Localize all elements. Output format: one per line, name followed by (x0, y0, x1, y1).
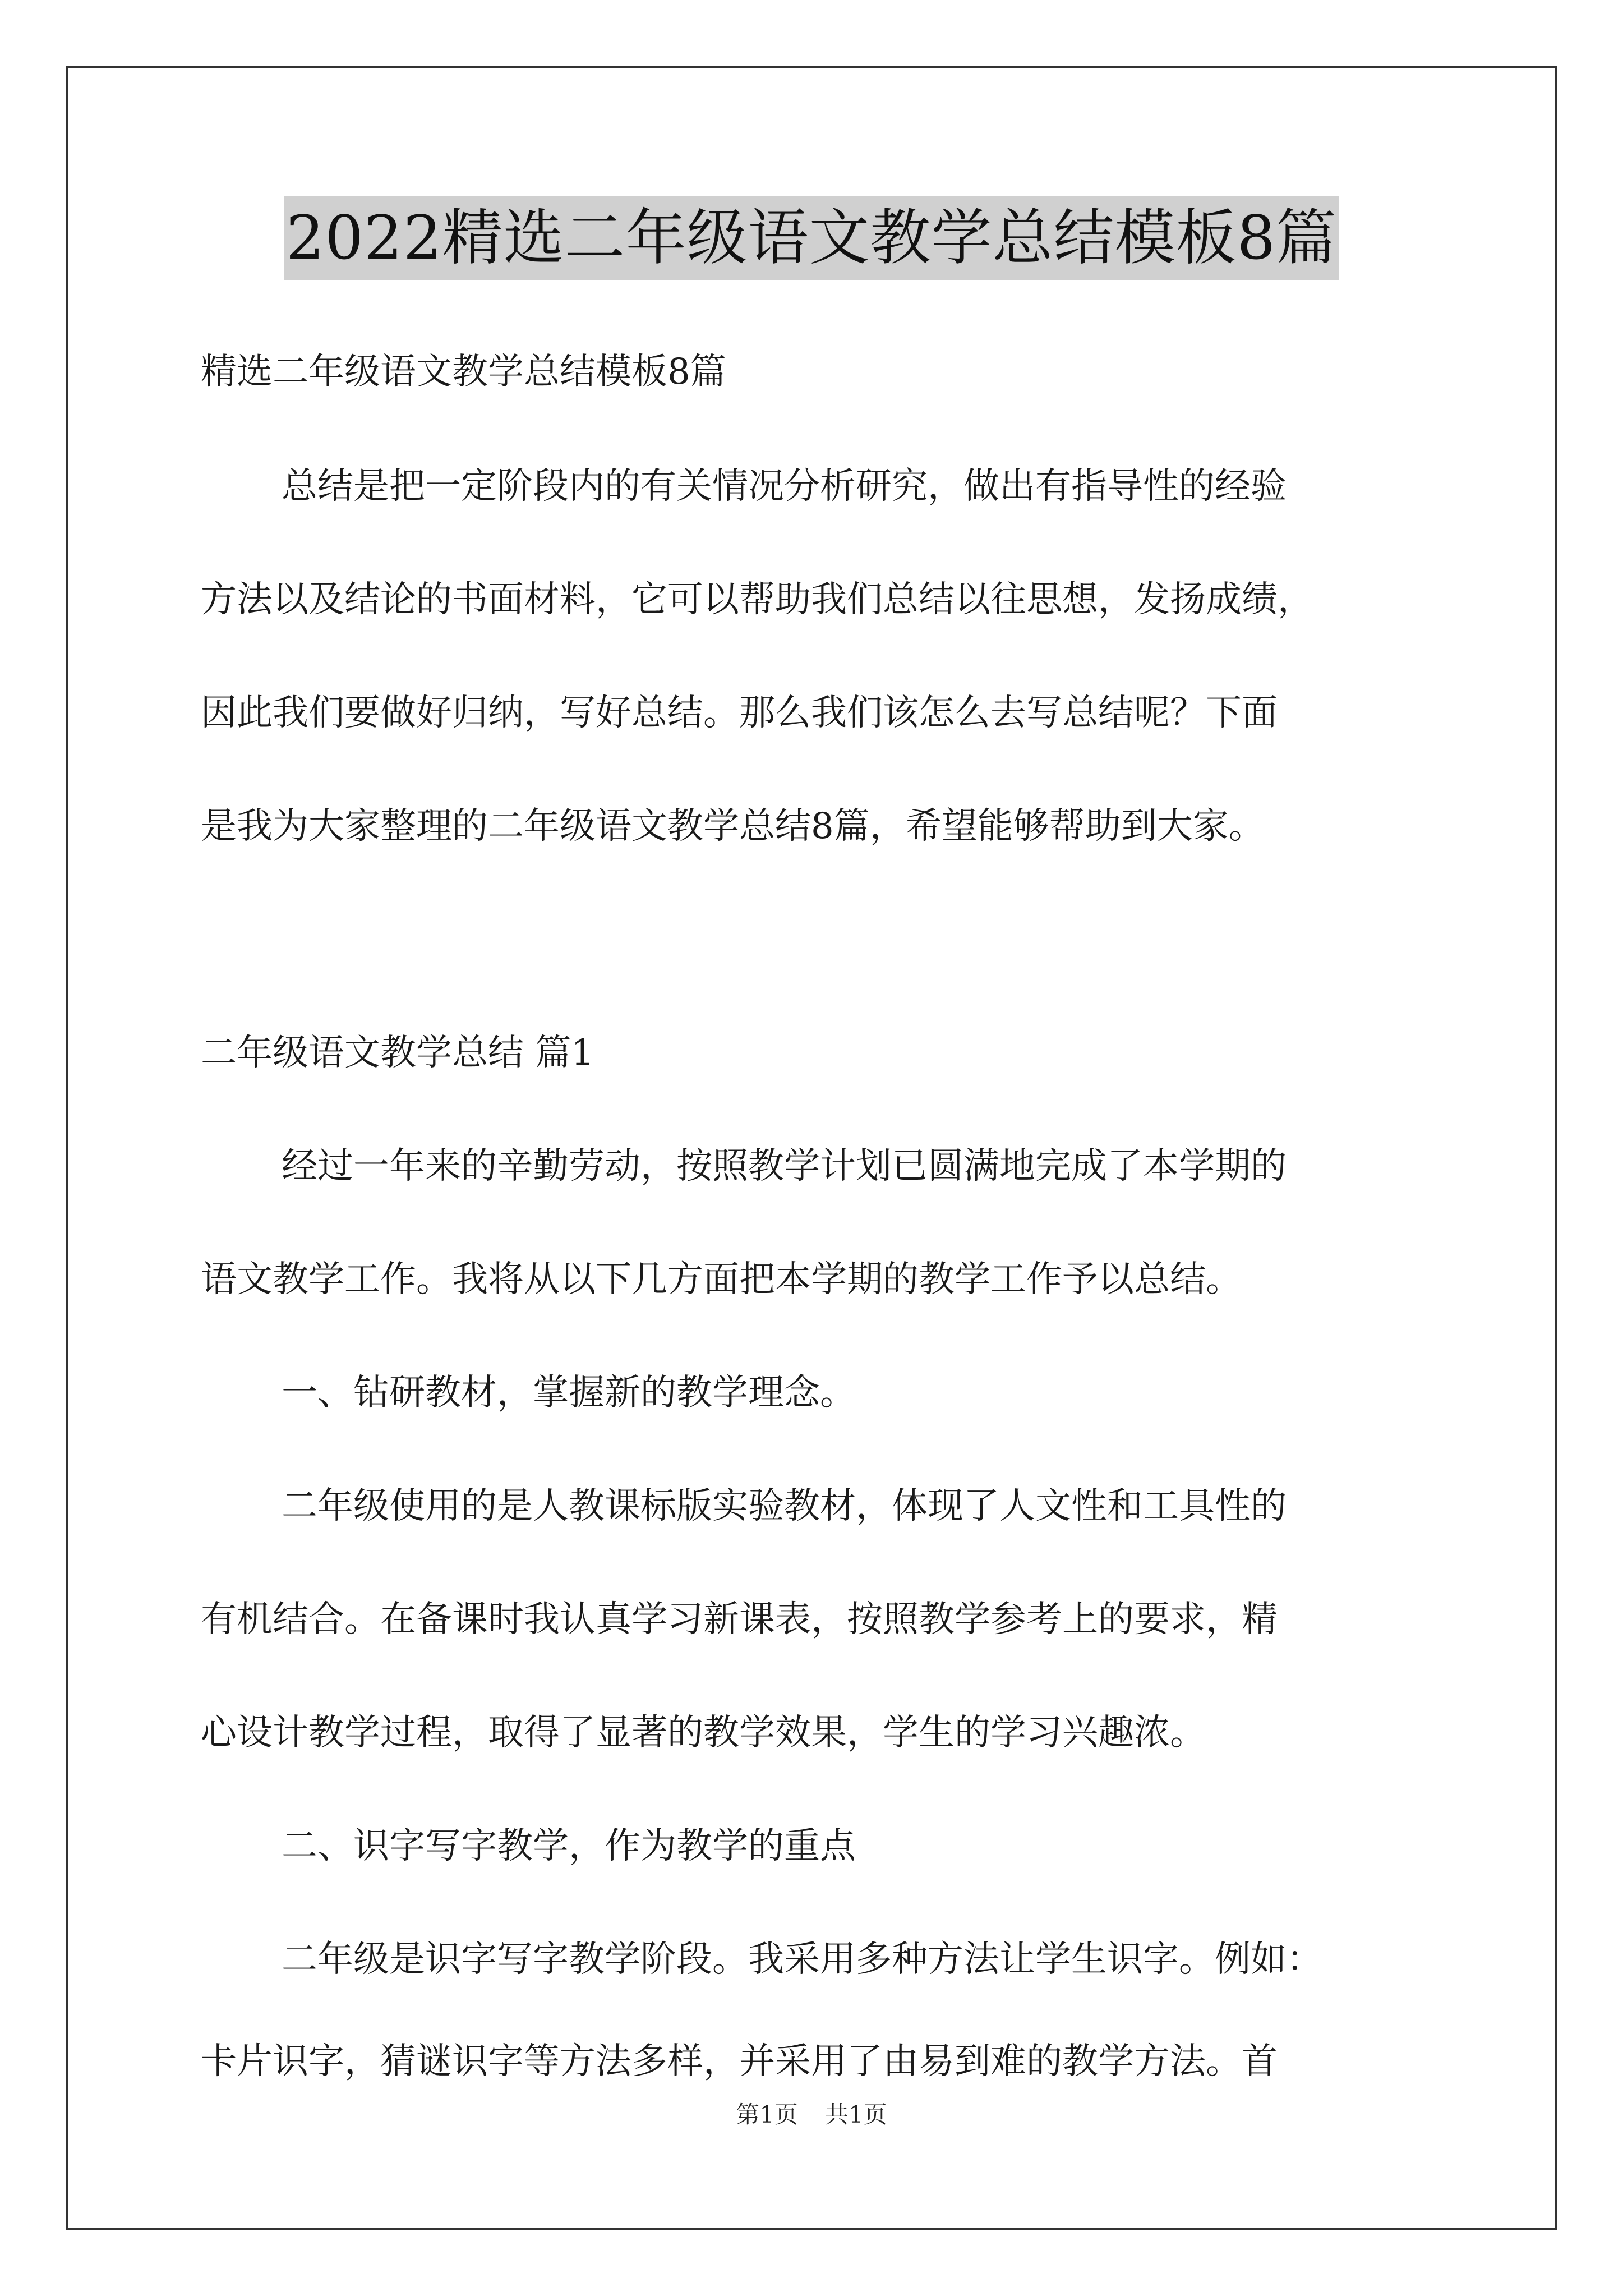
intro-line: 方法以及结论的书面材料，它可以帮助我们总结以往思想，发扬成绩， (201, 579, 1313, 620)
page-total: 共1页 (825, 2101, 887, 2128)
section-heading: 二年级语文教学总结 篇1 (201, 1032, 594, 1074)
body-subheading: 一、钻研教材，掌握新的教学理念。 (282, 1372, 856, 1414)
body-line: 有机结合。在备课时我认真学习新课表，按照教学参考上的要求，精 (201, 1599, 1278, 1640)
body-line: 心设计教学过程，取得了显著的教学效果，学生的学习兴趣浓。 (201, 1712, 1206, 1754)
body-line: 经过一年来的辛勤劳动，按照教学计划已圆满地完成了本学期的 (282, 1145, 1287, 1187)
document-title: 2022精选二年级语文教学总结模板8篇 (284, 196, 1340, 280)
document-subtitle: 精选二年级语文教学总结模板8篇 (201, 351, 726, 393)
body-subheading: 二、识字写字教学，作为教学的重点 (282, 1825, 856, 1867)
page-number: 第1页 (736, 2101, 798, 2128)
intro-line: 是我为大家整理的二年级语文教学总结8篇，希望能够帮助到大家。 (201, 806, 1265, 847)
intro-line: 总结是把一定阶段内的有关情况分析研究，做出有指导性的经验 (282, 466, 1287, 507)
body-line: 卡片识字，猜谜识字等方法多样，并采用了由易到难的教学方法。首 (201, 2041, 1278, 2082)
intro-line: 因此我们要做好归纳，写好总结。那么我们该怎么去写总结呢？下面 (201, 692, 1278, 734)
title-container (0, 196, 1623, 280)
body-line: 二年级使用的是人教课标版实验教材，体现了人文性和工具性的 (282, 1485, 1287, 1527)
body-line: 二年级是识字写字教学阶段。我采用多种方法让学生识字。例如： (282, 1939, 1322, 1980)
body-line: 语文教学工作。我将从以下几方面把本学期的教学工作予以总结。 (201, 1259, 1242, 1300)
page-footer (0, 2098, 1623, 2132)
